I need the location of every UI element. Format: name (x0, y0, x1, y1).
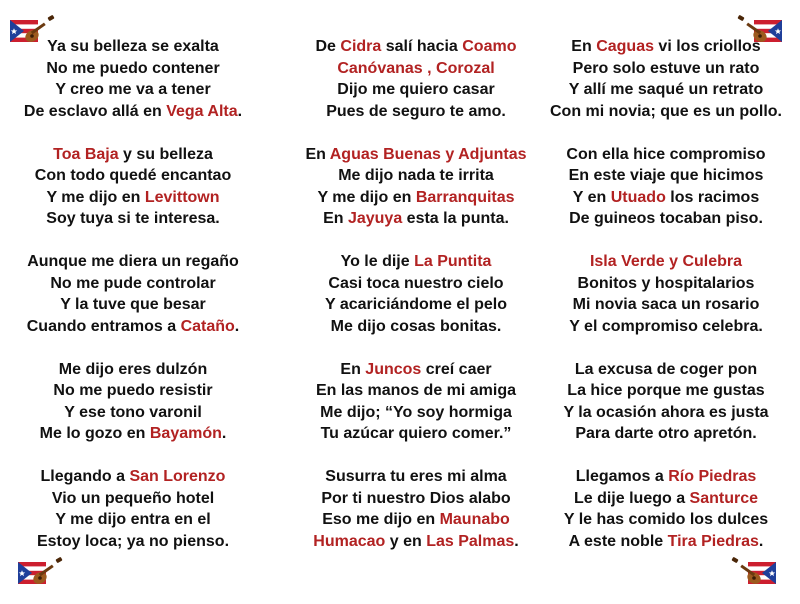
place-name: Cataño (180, 317, 235, 335)
verse-line (285, 466, 547, 488)
verse-text: Y allí me saqué un retrato (568, 81, 764, 98)
verse-text: . (234, 317, 240, 335)
verse-text: Aunque me diera un regaño (27, 253, 239, 270)
verse-line (535, 36, 797, 58)
verse-line (535, 488, 797, 510)
stanza (285, 36, 547, 122)
verse-text: creí caer (421, 360, 492, 378)
verse-text: Y en (572, 188, 611, 206)
verse-line (2, 187, 264, 209)
verse-text: Tu azúcar quiero comer.” (320, 425, 512, 442)
verse-text: La hice porque me gustas (567, 382, 765, 399)
verse-text: esta la punta. (402, 210, 509, 227)
verse-line (535, 466, 797, 488)
stanza (535, 144, 797, 230)
verse-line (535, 380, 797, 402)
verse-line (285, 187, 547, 209)
verse-line (2, 488, 264, 510)
verse-text: Y la ocasión ahora es justa (563, 403, 769, 421)
verse-text: Pero solo estuve un rato (572, 59, 760, 77)
verse-line (2, 79, 264, 101)
verse-text: Y me dijo en (317, 188, 416, 206)
verse-line (2, 165, 264, 187)
verse-line (2, 273, 264, 295)
place-name: Aguas Buenas y Adjuntas (329, 145, 527, 163)
place-name: San Lorenzo (129, 468, 226, 485)
verse-line (535, 101, 797, 123)
verse-text: En (323, 210, 348, 227)
verse-line (285, 488, 547, 510)
verse-text: Llegamos a (575, 468, 669, 485)
verse-line (285, 144, 547, 166)
verse-line (285, 58, 547, 80)
verse-text: Para darte otro apretón. (575, 425, 757, 442)
verse-text: Mi novia saca un rosario (572, 296, 760, 313)
verse-line (285, 402, 547, 424)
verse-text: De guineos tocaban piso. (569, 210, 763, 227)
place-name: Maunabo (439, 511, 510, 528)
verse-text: Me dijo eres dulzón (58, 360, 208, 378)
place-name: Coamo (462, 38, 517, 55)
verse-line (535, 144, 797, 166)
verse-text: . (758, 532, 764, 550)
verse-line (2, 402, 264, 424)
verse-line (2, 509, 264, 531)
stanza (535, 251, 797, 337)
verse-line (285, 294, 547, 316)
verse-text: En este viaje que hicimos (568, 167, 764, 184)
verse-line (285, 531, 547, 553)
stanza (285, 144, 547, 230)
verse-line (285, 251, 547, 273)
verse-text: . (221, 425, 227, 442)
verse-text: Ya su belleza se exalta (47, 38, 219, 55)
verse-line (2, 36, 264, 58)
verse-line (2, 423, 264, 445)
place-name: Santurce (689, 489, 759, 507)
verse-text: . (237, 102, 243, 120)
poem-column-left (2, 36, 264, 574)
verse-text: Con ella hice compromiso (566, 145, 766, 163)
verse-text: Y me dijo entra en el (55, 511, 211, 528)
place-name: La Puntita (414, 253, 492, 270)
place-name: Utuado (610, 188, 666, 206)
verse-line (2, 316, 264, 338)
verse-text: Pues de seguro te amo. (326, 102, 506, 120)
verse-text: Y le has comido los dulces (563, 511, 769, 528)
stanza (535, 359, 797, 445)
place-name: Isla Verde y Culebra (589, 253, 743, 270)
place-name: Jayuya (347, 210, 403, 227)
verse-line (535, 273, 797, 295)
verse-text: De esclavo allá en (23, 102, 167, 120)
stanza (2, 359, 264, 445)
verse-line (2, 294, 264, 316)
verse-line (285, 380, 547, 402)
verse-text: vi los criollos (653, 38, 761, 55)
verse-text: Yo le dije (340, 253, 415, 270)
verse-line (535, 359, 797, 381)
verse-text: Eso me dijo en (322, 511, 440, 528)
verse-text: Por ti nuestro Dios alabo (321, 489, 511, 507)
verse-text: Con todo quedé encantao (34, 167, 232, 184)
verse-text: Me dijo nada te irrita (338, 167, 494, 184)
stanza (2, 466, 264, 552)
verse-text: . (514, 532, 519, 550)
verse-text: Vio un pequeño hotel (51, 489, 215, 507)
verse-line (285, 101, 547, 123)
verse-text: Y me dijo en (46, 188, 145, 206)
verse-text: En (571, 38, 597, 55)
stanza (535, 466, 797, 552)
verse-line (2, 144, 264, 166)
verse-text: Casi toca nuestro cielo (328, 274, 504, 292)
verse-text: Soy tuya si te interesa. (46, 210, 220, 227)
verse-line (2, 359, 264, 381)
poem-column-middle (285, 36, 547, 574)
place-name: Canóvanas , Corozal (337, 59, 495, 77)
verse-text: Y el compromiso celebra. (569, 317, 763, 335)
verse-line (2, 101, 264, 123)
place-name: Juncos (365, 360, 422, 378)
verse-line (285, 273, 547, 295)
poem-column-right (535, 36, 797, 574)
verse-text: De (315, 38, 341, 55)
verse-text: Con mi novia; que es un pollo. (549, 102, 782, 120)
verse-text: Bonitos y hospitalarios (577, 274, 755, 292)
stanza (285, 466, 547, 552)
verse-line (2, 251, 264, 273)
verse-text: Cuando entramos a (26, 317, 181, 335)
verse-line (285, 509, 547, 531)
verse-line (285, 165, 547, 187)
stanza (2, 144, 264, 230)
verse-text: Dijo me quiero casar (337, 81, 495, 98)
verse-line (535, 79, 797, 101)
place-name: Toa Baja (53, 145, 119, 163)
verse-line (535, 509, 797, 531)
place-name: Las Palmas (426, 532, 515, 550)
verse-text: Me lo gozo en (39, 425, 150, 442)
place-name: Río Piedras (668, 468, 757, 485)
verse-text: En (305, 145, 330, 163)
place-name: Barranquitas (415, 188, 515, 206)
verse-text: Y ese tono varonil (64, 403, 202, 421)
place-name: Caguas (596, 38, 654, 55)
verse-line (535, 294, 797, 316)
verse-line (535, 165, 797, 187)
verse-line (2, 466, 264, 488)
place-name: Bayamón (149, 425, 222, 442)
verse-line (285, 79, 547, 101)
verse-line (2, 531, 264, 553)
verse-text: Me dijo cosas bonitas. (330, 317, 502, 335)
verse-line (535, 251, 797, 273)
verse-line (285, 36, 547, 58)
verse-line (535, 187, 797, 209)
verse-text: Y creo me va a tener (55, 81, 211, 98)
stanza (535, 36, 797, 122)
verse-line (2, 58, 264, 80)
place-name: Levittown (144, 188, 220, 206)
place-name: Tira Piedras (667, 532, 759, 550)
verse-text: y su belleza (118, 145, 213, 163)
place-name: Vega Alta (166, 102, 238, 120)
verse-text: En las manos de mi amiga (315, 382, 517, 399)
verse-text: Susurra tu eres mi alma (325, 468, 507, 485)
verse-text: Llegando a (40, 468, 130, 485)
verse-text: No me puedo contener (46, 59, 220, 77)
verse-text: Le dije luego a (573, 489, 690, 507)
place-name: Cidra (340, 38, 382, 55)
stanza (285, 359, 547, 445)
verse-line (2, 380, 264, 402)
verse-line (285, 359, 547, 381)
verse-line (535, 531, 797, 553)
verse-text: La excusa de coger pon (574, 360, 758, 378)
verse-text: No me puedo resistir (53, 382, 213, 399)
stanza (2, 251, 264, 337)
stanza (285, 251, 547, 337)
verse-text: No me pude controlar (50, 274, 216, 292)
verse-line (535, 316, 797, 338)
verse-text: y en (385, 532, 427, 550)
verse-text: En (340, 360, 366, 378)
place-name: Humacao (313, 532, 386, 550)
verse-line (2, 208, 264, 230)
stanza (2, 36, 264, 122)
verse-line (285, 423, 547, 445)
verse-line (535, 402, 797, 424)
verse-line (535, 423, 797, 445)
verse-text: Y acariciándome el pelo (324, 296, 507, 313)
verse-text: los racimos (665, 188, 760, 206)
verse-text: salí hacia (381, 38, 463, 55)
verse-text: Estoy loca; ya no pienso. (36, 532, 230, 550)
verse-line (285, 208, 547, 230)
verse-line (285, 316, 547, 338)
verse-text: Y la tuve que besar (60, 296, 206, 313)
verse-line (535, 208, 797, 230)
verse-line (535, 58, 797, 80)
verse-text: Me dijo; “Yo soy hormiga (320, 403, 512, 421)
verse-text: A este noble (568, 532, 668, 550)
